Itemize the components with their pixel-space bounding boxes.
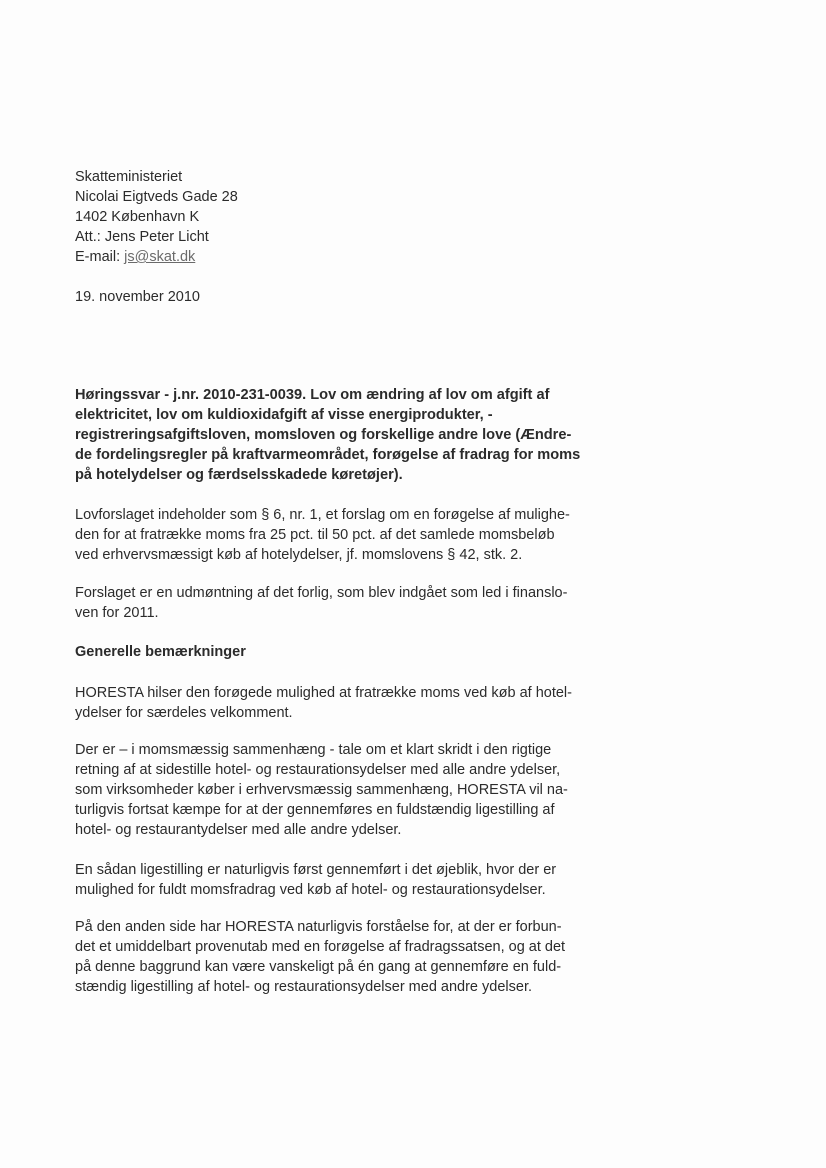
paragraph-line: mulighed for fuldt momsfradrag ved køb af hotel- og restaurationsydelser. [75,882,546,898]
letter-date: 19. november 2010 [75,289,200,305]
paragraph-line: på denne baggrund kan være vanskeligt på én gang at gennemføre en fuld- [75,959,562,975]
recipient-org: Skatteministeriet [75,169,183,185]
paragraph-line: det et umiddelbart provenutab med en forøgelse af fradragssatsen, og at det [75,939,566,955]
email-link[interactable]: js@skat.dk [124,249,196,265]
subject-heading [75,385,615,485]
paragraph-line: ydelser for særdeles velkomment. [75,705,293,721]
paragraph-line: Forslaget er en udmøntning af det forlig, som blev indgået som led i finanslo- [75,585,568,601]
subject-line: de fordelingsregler på kraftvarmeområdet, forøgelse af fradrag for moms [75,447,581,463]
paragraph-line: turligvis fortsat kæmpe for at der gennemføres en fuldstændig ligestilling af [75,802,555,818]
paragraph-line: hotel- og restaurantydelser med alle andre ydelser. [75,822,402,838]
paragraph-line: Lovforslaget indeholder som § 6, nr. 1, et forslag om en forøgelse af mulighe- [75,507,570,523]
paragraph-line: stændig ligestilling af hotel- og restaurationsydelser med andre ydelser. [75,979,532,995]
recipient-city: 1402 København K [75,209,200,225]
paragraph-line: En sådan ligestilling er naturligvis først gennemført i det øjeblik, hvor der er [75,862,557,878]
paragraph-line: HORESTA hilser den forøgede mulighed at fratrække moms ved køb af hotel- [75,685,572,701]
subject-line: på hotelydelser og færdselsskadede køretøjer). [75,467,403,483]
section-heading-text: Generelle bemærkninger [75,644,246,660]
paragraph-revenue [75,917,615,997]
email-label: E-mail: [75,249,125,265]
paragraph-line: som virksomheder køber i erhvervsmæssig sammenhæng, HORESTA vil na- [75,782,568,798]
paragraph-line: ved erhvervsmæssigt køb af hotelydelser, jf. momslovens § 42, stk. 2. [75,547,523,563]
recipient-email-line [75,247,615,267]
paragraph-line: På den anden side har HORESTA naturligvis forståelse for, at der er forbun- [75,919,562,935]
paragraph-settlement [75,583,615,623]
subject-line: Høringssvar - j.nr. 2010-231-0039. Lov om ændring af lov om afgift af [75,387,550,403]
subject-line: registreringsafgiftsloven, momsloven og forskellige andre love (Ændre- [75,427,572,443]
subject-line: elektricitet, lov om kuldioxidafgift af visse energiprodukter, - [75,407,493,423]
recipient-street: Nicolai Eigtveds Gade 28 [75,189,238,205]
paragraph-line: den for at fratrække moms fra 25 pct. til 50 pct. af det samlede momsbeløb [75,527,555,543]
recipient-att: Att.: Jens Peter Licht [75,229,209,245]
paragraph-direction [75,740,615,840]
paragraph-proposal [75,505,615,565]
paragraph-equality [75,860,615,900]
section-heading [75,642,615,662]
paragraph-line: Der er – i momsmæssig sammenhæng - tale om et klart skridt i den rigtige [75,742,552,758]
recipient-address [75,167,615,267]
paragraph-line: retning af at sidestille hotel- og restaurationsydelser med alle andre ydelser, [75,762,561,778]
paragraph-welcome [75,683,615,723]
paragraph-line: ven for 2011. [75,605,159,621]
